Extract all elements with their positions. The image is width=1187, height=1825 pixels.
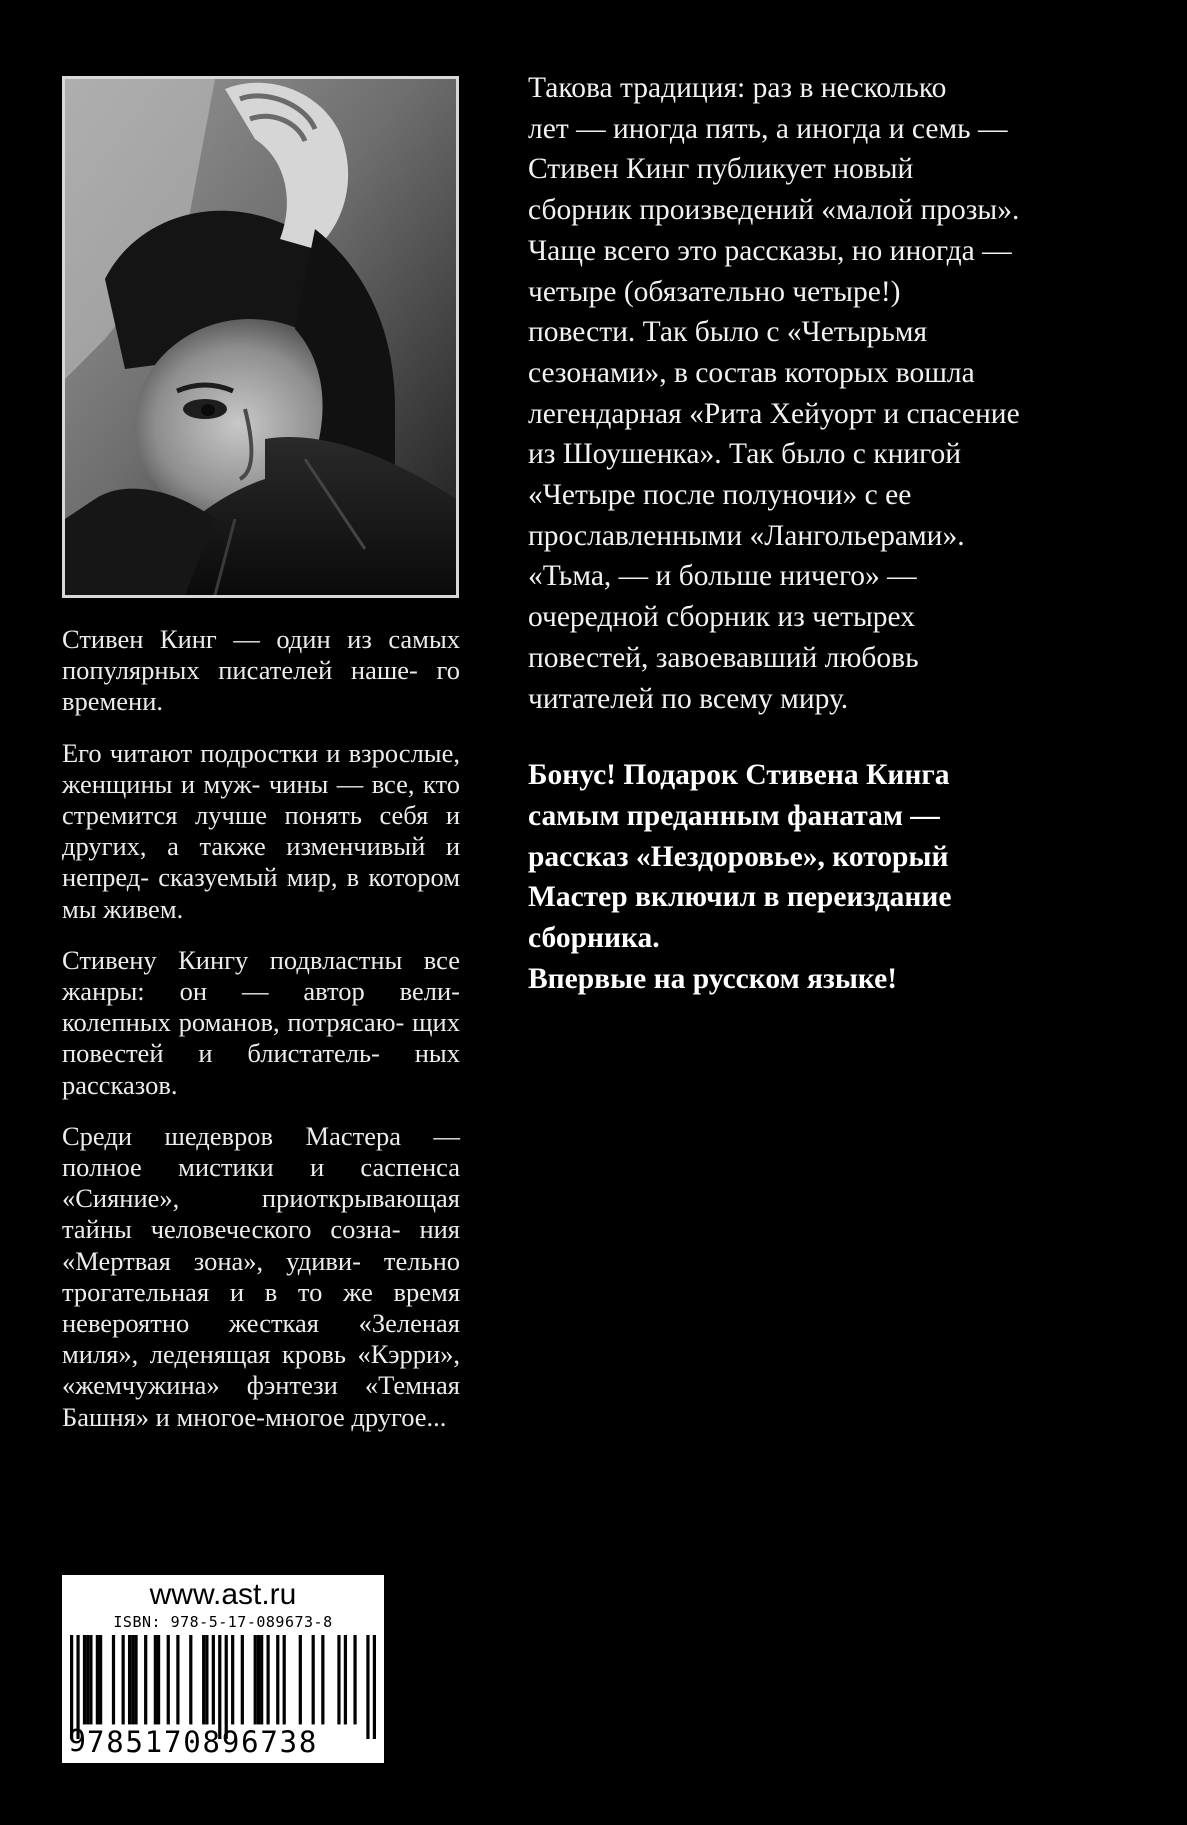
barcode-bars [70, 1635, 376, 1739]
bio-line: взрослые, женщины и муж- [62, 737, 460, 799]
barcode-bar [344, 1635, 347, 1724]
barcode-bar [321, 1635, 324, 1724]
barcode-bar [373, 1635, 376, 1739]
isbn-label: ISBN: 978-5-17-089673-8 [113, 1613, 333, 1631]
bio-line: живем. [103, 893, 184, 924]
bio-line: популярных писателей наше- [62, 655, 418, 686]
barcode-bar [257, 1635, 260, 1724]
bio-line: «Сияние», приоткрывающая [62, 1183, 460, 1214]
description-line: сезонами», в состав которых вошла [528, 356, 975, 389]
barcode-bar [276, 1635, 279, 1724]
author-portrait-icon [65, 79, 456, 595]
barcode-first-digit: 9 [68, 1724, 87, 1759]
description-line: из Шоушенка». Так было с книгой [528, 438, 962, 471]
description-line: очередной сборник из четырех [528, 601, 915, 634]
bio-line: полное мистики и саспенса [62, 1152, 460, 1183]
description-line: Стивен Кинг публикует новый [528, 153, 914, 186]
barcode-bar [241, 1635, 244, 1724]
barcode-bar [337, 1635, 340, 1724]
barcode-bar [299, 1635, 302, 1724]
description-line: рассказ «Нездоровье», который [528, 840, 949, 873]
barcode-bar [157, 1635, 160, 1724]
bio-paragraph [62, 1121, 460, 1433]
barcode-bar [96, 1635, 99, 1724]
description-line: лет — иногда пять, а иногда и семь — [528, 112, 1008, 145]
bio-line: го времени. [62, 655, 460, 717]
barcode-bar [131, 1635, 134, 1724]
bio-line: ных рассказов. [62, 1038, 460, 1100]
publisher-website: www.ast.ru [149, 1578, 297, 1611]
description-line: Такова традиция: раз в несколько [528, 72, 947, 104]
barcode-bar [89, 1635, 92, 1724]
description-line: прославленными «Лангольерами». [528, 519, 965, 552]
bio-line: колепных романов, потрясаю- [62, 1007, 405, 1038]
bio-line: Стивен Кинг — один из самых [62, 624, 460, 654]
barcode-bar [212, 1635, 215, 1724]
barcode-digits: 785170896738 [87, 1725, 319, 1759]
bio-line: Среди шедевров Мастера — [62, 1120, 460, 1151]
barcode-bar [353, 1635, 356, 1724]
barcode-bar [312, 1635, 315, 1724]
bio-line: Стивену Кингу подвластны [62, 944, 403, 975]
description-line: «Тьма, — и больше ничего» — [528, 560, 917, 593]
bio-line: тайны человеческого созна- [62, 1214, 401, 1245]
description-line: легендарная «Рита Хейуорт и спасение [528, 397, 1020, 430]
bio-line: лучше понять себя и других, а [62, 800, 461, 862]
bio-line: многое-многое другое... [176, 1401, 447, 1432]
barcode-bar [99, 1635, 102, 1724]
bio-line: ния «Мертвая зона», удиви- [62, 1214, 460, 1276]
bio-line: же время невероятно жесткая [62, 1276, 461, 1339]
description-line: сборника. [528, 922, 660, 955]
bio-line: тельно трогательная и в то [62, 1245, 461, 1307]
bio-line: фэнтези «Темная Башня» и [62, 1370, 461, 1432]
barcode-bar [260, 1635, 263, 1724]
barcode-bar [176, 1635, 179, 1724]
bio-line: чины — все, кто стремится [62, 768, 460, 831]
description-line: Бонус! Подарок Стивена Кинга [528, 759, 950, 792]
description-line: Мастер включил в переиздание [528, 881, 952, 914]
barcode-bar [189, 1635, 192, 1724]
bio-paragraph [62, 738, 460, 925]
bio-line: «Зеленая миля», леденящая [62, 1308, 460, 1370]
author-photo [62, 76, 459, 598]
description-line: самым преданным фанатам — [528, 799, 940, 832]
author-bio-column [62, 624, 460, 1453]
barcode-bar [231, 1635, 234, 1724]
barcode-bar [86, 1635, 89, 1724]
bio-line: также изменчивый и непред- [62, 831, 461, 893]
barcode-bar [218, 1635, 221, 1739]
description-line: читателей по всему миру. [528, 682, 849, 715]
description-line: сборник произведений «малой прозы». [528, 194, 1020, 227]
barcode-bar [134, 1635, 137, 1724]
barcode-bar [128, 1635, 131, 1724]
isbn-barcode-block [62, 1575, 384, 1763]
barcode-bar [154, 1635, 157, 1724]
description-line: Чаще всего это рассказы, но иногда — [528, 234, 1012, 267]
barcode-bar [283, 1635, 286, 1724]
barcode-bar [225, 1635, 228, 1739]
bio-paragraph [62, 945, 460, 1101]
bio-line: кровь «Кэрри», «жемчужина» [62, 1339, 460, 1401]
bonus-announcement [528, 755, 1093, 999]
barcode-bar [205, 1635, 208, 1724]
bio-paragraph [62, 624, 460, 718]
barcode-bar [167, 1635, 170, 1724]
barcode-bar [266, 1635, 269, 1724]
barcode-bar [144, 1635, 147, 1724]
bio-line: щих повестей и блистатель- [62, 1007, 460, 1069]
bio-line: все жанры: он — автор вели- [62, 944, 460, 1007]
barcode-bar [83, 1635, 86, 1724]
description-line: Впервые на русском языке! [528, 962, 898, 995]
barcode-bar [254, 1635, 257, 1724]
description-line: «Четыре после полуночи» с ее [528, 479, 912, 512]
description-line: повести. Так было с «Четырьмя [528, 316, 928, 349]
barcode-bar [202, 1635, 205, 1724]
book-description-intro [528, 68, 1093, 719]
barcode-bar [122, 1635, 125, 1724]
book-description-column [528, 68, 1093, 999]
description-line: повестей, завоевавший любовь [528, 641, 919, 674]
barcode-bar [112, 1635, 115, 1724]
bio-line: сказуемый мир, в котором мы [62, 862, 461, 924]
barcode-bar [366, 1635, 369, 1739]
description-line: четыре (обязательно четыре!) [528, 275, 901, 308]
bio-line: Его читают подростки и [62, 737, 341, 768]
